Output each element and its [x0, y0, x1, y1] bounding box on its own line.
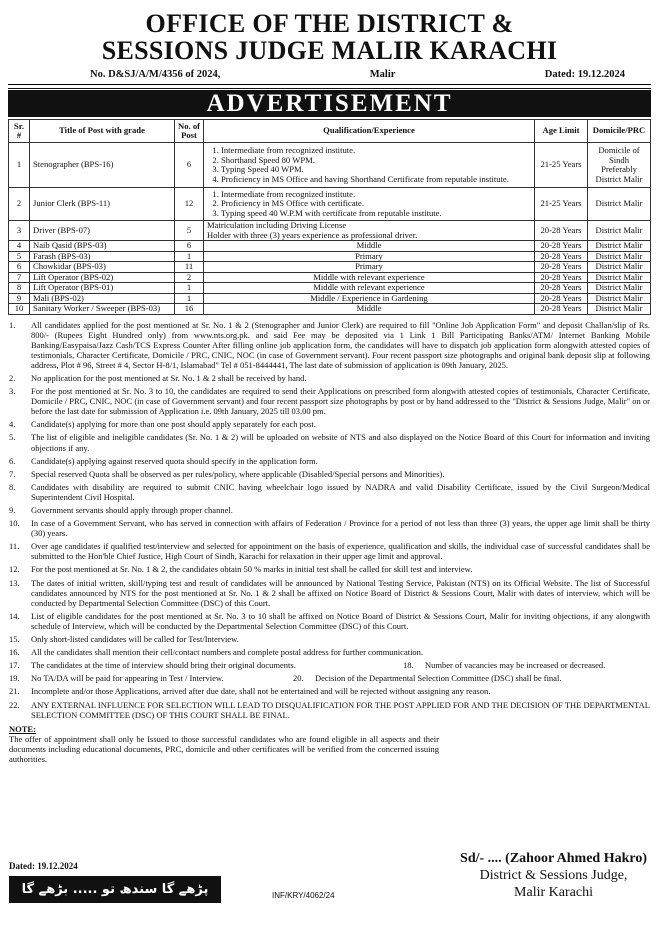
qual-line: Matriculation including Driving License	[207, 220, 347, 230]
condition-item	[9, 419, 650, 429]
condition-item	[293, 673, 561, 683]
cell-posts: 5	[175, 221, 204, 241]
cell-domicile: District Malir	[588, 293, 651, 304]
cell-title: Junior Clerk (BPS-11)	[30, 188, 175, 221]
condition-number: 20.	[293, 673, 304, 684]
cell-title: Mali (BPS-02)	[30, 293, 175, 304]
table-row	[9, 143, 651, 188]
col-sr: Sr. #	[9, 120, 30, 143]
condition-text: Only short-listed candidates will be called for Test/Interview.	[31, 634, 239, 645]
table-row	[9, 272, 651, 283]
note-heading: NOTE:	[9, 723, 36, 734]
cell-posts: 2	[175, 272, 204, 283]
condition-item	[9, 634, 650, 644]
cell-age: 21-25 Years	[535, 143, 588, 188]
banner-wrap	[8, 84, 651, 117]
cell-posts: 1	[175, 283, 204, 294]
condition-number: 18.	[403, 660, 414, 671]
qual-item: 1. Intermediate from recognized institute.	[221, 190, 531, 200]
qual-item: 2. Proficiency in MS Office with certificate.	[221, 199, 531, 209]
condition-item	[9, 647, 650, 657]
footer-note	[9, 724, 650, 764]
col-qualification: Qualification/Experience	[204, 120, 535, 143]
condition-item	[9, 386, 650, 416]
cell-age: 21-25 Years	[535, 188, 588, 221]
cell-domicile: District Malir	[588, 304, 651, 315]
condition-number: 12.	[9, 564, 20, 575]
condition-item	[9, 505, 650, 515]
signature-designation: District & Sessions Judge,	[479, 868, 628, 883]
cell-sr: 6	[9, 262, 30, 273]
table-header-row	[9, 120, 651, 143]
qual-item: 3. Typing speed 40 W.P.M with certificate from reputable institute.	[221, 209, 531, 219]
cell-title: Driver (BPS-07)	[30, 221, 175, 241]
cell-title: Chowkidar (BPS-03)	[30, 262, 175, 273]
condition-text: Government servants should apply through proper channel.	[31, 505, 233, 515]
cell-sr: 3	[9, 221, 30, 241]
condition-number: 1.	[9, 319, 16, 330]
table-row	[9, 304, 651, 315]
cell-qualification: Middle with relevant experience	[204, 283, 535, 294]
condition-number: 3.	[9, 386, 16, 397]
cell-qualification	[204, 143, 535, 188]
condition-item	[9, 611, 650, 631]
cell-domicile: District Malir	[588, 188, 651, 221]
cell-sr: 4	[9, 241, 30, 252]
cell-qualification: Middle / Experience in Gardening	[204, 293, 535, 304]
condition-text: Candidate(s) applying against reserved quota should specify in the application form.	[31, 455, 318, 466]
place: Malir	[369, 69, 396, 80]
cell-sr: 5	[9, 251, 30, 262]
condition-number: 21.	[9, 686, 20, 697]
cell-qualification: Middle	[204, 304, 535, 315]
cell-age: 20-28 Years	[535, 262, 588, 273]
cell-qualification: Middle	[204, 241, 535, 252]
cell-age: 20-28 Years	[535, 304, 588, 315]
qual-item: 4. Proficiency in MS Office and having Shorthand Certificate from reputable institute.	[221, 175, 531, 185]
condition-number: 17.	[9, 660, 20, 671]
cell-sr: 7	[9, 272, 30, 283]
cell-title: Lift Operator (BPS-02)	[30, 272, 175, 283]
cell-posts: 6	[175, 143, 204, 188]
cell-age: 20-28 Years	[535, 272, 588, 283]
cell-qualification: Primary	[204, 262, 535, 273]
condition-text: Number of vacancies may be increased or decreased.	[425, 660, 606, 671]
col-title: Title of Post with grade	[30, 120, 175, 143]
qual-item: 2. Shorthand Speed 80 WPM.	[221, 156, 531, 166]
table-row	[9, 251, 651, 262]
condition-number: 16.	[9, 647, 20, 658]
cell-sr: 8	[9, 283, 30, 294]
cell-sr: 9	[9, 293, 30, 304]
condition-number: 13.	[9, 577, 20, 588]
reference-number: No. D&SJ/A/M/4356 of 2024,	[90, 69, 221, 80]
cell-sr: 10	[9, 304, 30, 315]
qual-item: 3. Typing Speed 40 WPM.	[221, 165, 531, 175]
condition-number: 2.	[9, 372, 16, 383]
condition-number: 15.	[9, 634, 20, 645]
condition-item	[9, 660, 403, 670]
cell-title: Farash (BPS-03)	[30, 251, 175, 262]
reference-line	[0, 69, 659, 80]
condition-number: 5.	[9, 432, 16, 443]
cell-posts: 1	[175, 251, 204, 262]
condition-text: Candidates with disability are required to submit CNIC having wheelchair logo issued by NADRA and valid Disability Certificate, issued by the Civil Surgeon/Medical Superintendent Civil Hospital.	[31, 481, 650, 502]
cell-qualification: Middle with relevant experience	[204, 272, 535, 283]
condition-text: Special reserved Quota shall be observed as per rules/policy, where applicable (Disabled/Special persons and Minorities).	[31, 468, 445, 479]
condition-text: For the post mentioned at Sr. No. 3 to 10, the candidates are required to send their Applications on prescribed form alongwith attested copies of testimonials, Character Certificate, Domicile / PRC, CNIC, NOC (in case of Government servant) and four recent passport size photographs by post or by hand addressed to the "District & Sessions Judge, Malir" on or before the last date for submission of Application i.e. 09th January, 2025 till 03.00 pm.	[31, 386, 650, 417]
col-posts: No. of Post	[175, 120, 204, 143]
cell-domicile: District Malir	[588, 221, 651, 241]
cell-posts: 1	[175, 293, 204, 304]
table-row	[9, 283, 651, 294]
cell-posts: 11	[175, 262, 204, 273]
cell-title: Stenographer (BPS-16)	[30, 143, 175, 188]
table-row	[9, 188, 651, 221]
condition-item	[9, 541, 650, 561]
note-text: The offer of appointment shall only be Issued to those successful candidates who are found eligible in all aspects and their documents including educational documents, PRC, domicile and other certificates will be verified from the concerned issuing authorities.	[9, 733, 439, 764]
cell-domicile: District Malir	[588, 272, 651, 283]
signature-block	[460, 850, 647, 901]
cell-domicile: District Malir	[588, 262, 651, 273]
condition-pair	[9, 660, 650, 670]
condition-number: 22.	[9, 699, 20, 710]
table-row	[9, 241, 651, 252]
signature-name: Sd/- .... (Zahoor Ahmed Hakro)	[460, 851, 647, 866]
cell-qualification	[204, 221, 535, 241]
condition-text: Decision of the Departmental Selection Committee (DSC) shall be final.	[315, 673, 562, 684]
condition-text: Candidate(s) applying for more than one post should apply separately for each post.	[31, 419, 316, 430]
condition-text: All candidates applied for the post mentioned at Sr. No. 1 & 2 (Stenographer and Junior Clerk) are required to fill "Online Job Application Form" and deposit Challan/slip of Rs. 800/- (Rupees Eight Hundred only) from www.nts.org.pk. and said Fee may be deposited via 1 Link 1 Bill Participating Banks/ATM/ Internet Banking Mobile Banking/Easypaisa/Jazz Cash/TCS Express Counter After filling online job application form, the candidates will have to dispatch job application form alongwith attested copies of testimonials, Character Certificate, Domicile / PRC, CNIC, NOC (in case of Government servant). Four recent passport size photographs and original bank deposit slip at following address, Plot # 96, Street # 4, Sector H-8/1, Islamabad" Tel # 051-8444441, The last date of submission of application is 09th January, 2025.	[31, 319, 650, 370]
condition-item	[9, 564, 650, 574]
cell-qualification: Primary	[204, 251, 535, 262]
issue-date: Dated: 19.12.2024	[544, 69, 625, 80]
cell-sr: 2	[9, 188, 30, 221]
condition-text: Over age candidates if qualified test/interview and selected for appointment on the basis of experience, qualification and skills, the individual case of successful candidates shall be submitted to the Hon'ble Chief Justice, High Court of Sindh, Karachi for relaxation in their upper age limit and approval.	[31, 541, 650, 562]
office-title	[0, 10, 659, 64]
condition-number: 10.	[9, 518, 20, 529]
condition-number: 4.	[9, 419, 16, 430]
cell-title: Naib Qasid (BPS-03)	[30, 241, 175, 252]
condition-item	[403, 660, 605, 670]
title-line-1: OFFICE OF THE DISTRICT &	[145, 9, 514, 38]
condition-item	[9, 518, 650, 538]
cell-domicile: District Malir	[588, 283, 651, 294]
condition-number: 14.	[9, 610, 20, 621]
condition-text: The list of eligible and ineligible candidates (Sr. No. 1 & 2) will be uploaded on website of NTS and also displayed on the Notice Board of this Court for information and inviting objections if any.	[31, 432, 650, 453]
condition-number: 8.	[9, 481, 16, 492]
condition-item	[9, 700, 650, 720]
cell-age: 20-28 Years	[535, 221, 588, 241]
table-row	[9, 293, 651, 304]
qual-item: 1. Intermediate from recognized institute.	[221, 146, 531, 156]
condition-number: 11.	[9, 541, 20, 552]
inf-code: INF/KRY/4062/24	[272, 891, 335, 900]
conditions-list	[9, 320, 650, 720]
cell-title: Lift Operator (BPS-01)	[30, 283, 175, 294]
table-row	[9, 221, 651, 241]
cell-sr: 1	[9, 143, 30, 188]
condition-item	[9, 469, 650, 479]
title-line-2: SESSIONS JUDGE MALIR KARACHI	[101, 36, 558, 65]
condition-item	[9, 320, 650, 370]
cell-age: 20-28 Years	[535, 251, 588, 262]
condition-item	[9, 482, 650, 502]
condition-item	[9, 456, 650, 466]
condition-text: All the candidates shall mention their cell/contact numbers and complete postal address for further communication.	[31, 647, 424, 658]
condition-number: 6.	[9, 455, 16, 466]
cell-age: 20-28 Years	[535, 293, 588, 304]
cell-qualification	[204, 188, 535, 221]
cell-age: 20-28 Years	[535, 241, 588, 252]
condition-text: List of eligible candidates for the post mentioned at Sr. No. 3 to 10 shall be affixed on Notice Board of District & Sessions Court, Malir for inviting objections, if any alongwith schedule of Interview, which will be conducted by the Departmental Selection Committee (DSC) of this Court.	[31, 610, 650, 631]
cell-posts: 16	[175, 304, 204, 315]
urdu-slogan-banner: پڑھے گا سندھ تو ..... بڑھے گا سندھ	[9, 876, 221, 903]
condition-text: The dates of initial written, skill/typing test and result of candidates will be announced by National Testing Service, Pakistan (NTS) on its Official Website. The list of Successful candidates announced by NTS for the post mentioned at Sr. No. 1 & 2 shall be affixed on Notice Board of District & Sessions Court, Malir with dates of interview, which will be conducted by Departmental Selection Committee (DSC) of this Court.	[31, 577, 650, 608]
qual-line: Holder with three (3) years experience as professional driver.	[207, 229, 418, 240]
col-domicile: Domicile/PRC	[588, 120, 651, 143]
cell-posts: 6	[175, 241, 204, 252]
condition-text: For the post mentioned at Sr. No. 1 & 2, the candidates obtain 50 % marks in initial test shall be called for skill test and interview.	[31, 564, 473, 575]
cell-posts: 12	[175, 188, 204, 221]
condition-text: No application for the post mentioned at Sr. No. 1 & 2 shall be received by hand.	[31, 372, 307, 383]
condition-item	[9, 673, 293, 683]
signature-place: Malir Karachi	[514, 885, 593, 900]
condition-item	[9, 686, 650, 696]
condition-text: In case of a Government Servant, who has served in connection with affairs of Federation / Province for a period of not less than three (3) years, the upper age limit shall be thirty (30) years.	[31, 518, 650, 539]
condition-number: 7.	[9, 468, 16, 479]
cell-domicile: District Malir	[588, 251, 651, 262]
posts-table	[8, 119, 651, 315]
footer-date: Dated: 19.12.2024	[9, 861, 78, 871]
condition-item	[9, 373, 650, 383]
table-row	[9, 262, 651, 273]
cell-title: Sanitary Worker / Sweeper (BPS-03)	[30, 304, 175, 315]
condition-item	[9, 578, 650, 608]
condition-text: No TA/DA will be paid for appearing in Test / Interview.	[31, 673, 224, 684]
condition-text: The candidates at the time of interview should bring their original documents.	[31, 660, 296, 671]
condition-text: ANY EXTERNAL INFLUENCE FOR SELECTION WILL LEAD TO DISQUALIFICATION FOR THE POST APPLIED FOR AND THE DECISION OF THE DEPARTMENTAL SELECTION COMMITTEE (DSC) OF THIS COURT SHALL BE FINAL.	[31, 699, 650, 720]
cell-age: 20-28 Years	[535, 283, 588, 294]
condition-number: 19.	[9, 673, 20, 684]
col-age: Age Limit	[535, 120, 588, 143]
condition-text: Incomplete and/or those Applications, arrived after due date, shall not be entertained and will be rejected without assigning any reason.	[31, 686, 491, 697]
condition-number: 9.	[9, 505, 16, 515]
cell-domicile: District Malir	[588, 241, 651, 252]
advertisement-banner: ADVERTISEMENT	[8, 87, 651, 117]
condition-item	[9, 432, 650, 452]
condition-pair	[9, 673, 650, 683]
cell-domicile: Domicile of Sindh Preferably District Malir	[588, 143, 651, 188]
